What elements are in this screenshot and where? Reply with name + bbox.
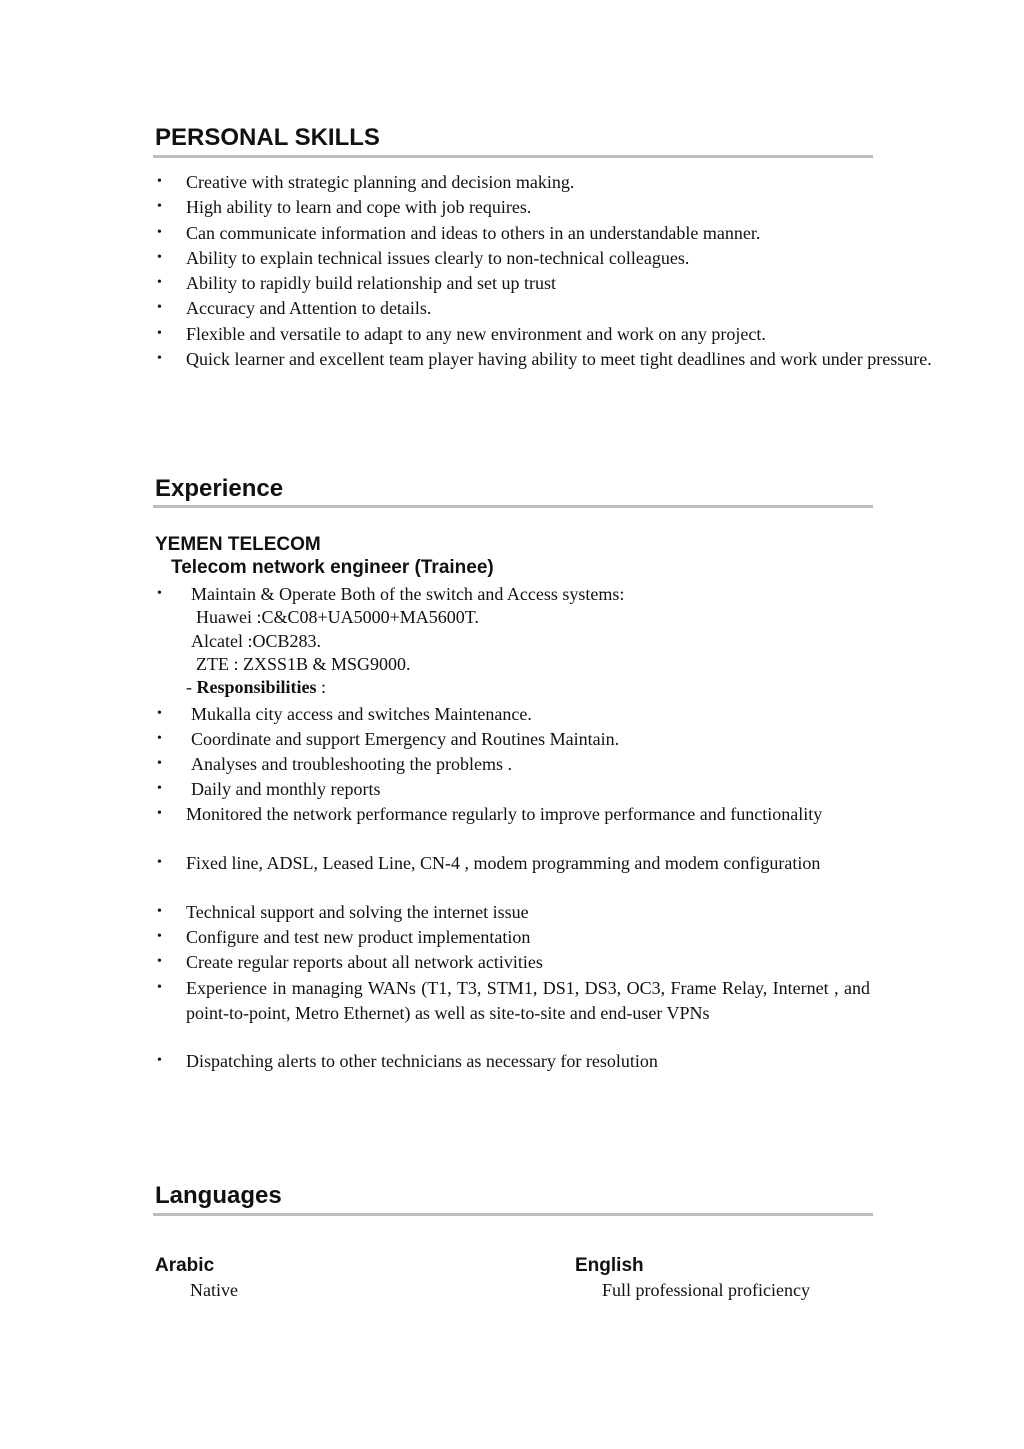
bullet-icon: • [157,586,162,601]
system-huawei: Huawei :C&C08+UA5000+MA5600T. [196,607,479,627]
bullet-icon: • [157,954,162,969]
languages-divider [153,1213,873,1216]
bullet-icon: • [157,174,162,189]
list-item: • Can communicate information and ideas to others in an understandable manner. [186,221,986,246]
bullet-icon: • [157,1053,162,1068]
list-item: • High ability to learn and cope with job requires. [186,195,986,220]
list-item: • Quick learner and excellent team player having ability to meet tight deadlines and work under pressure. [186,347,979,372]
language-name: English [575,1255,644,1276]
language-level: Native [190,1280,238,1300]
personal-skills-heading: PERSONAL SKILLS [155,124,380,151]
experience-divider [153,505,873,508]
list-item: • Flexible and versatile to adapt to any new environment and work on any project. [186,322,986,347]
list-item: • Coordinate and support Emergency and Routines Maintain. [191,727,871,752]
responsibilities-label: - Responsibilities : [186,677,327,697]
system-alcatel: Alcatel :OCB283. [191,631,321,651]
bullet-icon: • [157,300,162,315]
bullet-icon: • [157,199,162,214]
list-item: • Technical support and solving the internet issue [186,900,870,925]
list-item: • Mukalla city access and switches Maintenance. [191,702,871,727]
list-item: • Configure and test new product implementation [186,925,870,950]
experience-heading: Experience [155,475,284,502]
personal-skills-divider [153,155,873,158]
bullet-icon: • [157,351,162,366]
bullet-icon: • [157,929,162,944]
bullet-icon: • [157,250,162,265]
languages-heading: Languages [155,1182,282,1209]
list-item: • Dispatching alerts to other technicians as necessary for resolution [186,1049,870,1074]
company-name: YEMEN TELECOM [155,534,321,555]
list-item: • Create regular reports about all network activities [186,950,870,975]
list-item: • Creative with strategic planning and decision making. [186,170,986,195]
list-item: • Ability to explain technical issues clearly to non-technical colleagues. [186,246,986,271]
list-item: • Accuracy and Attention to details. [186,296,986,321]
bullet-icon: • [157,706,162,721]
list-item: • Monitored the network performance regularly to improve performance and functionality [186,802,870,827]
bullet-icon: • [157,225,162,240]
bullet-icon: • [157,904,162,919]
list-item: • Experience in managing WANs (T1, T3, STM1, DS1, DS3, OC3, Frame Relay, Internet , and point-to-point, Metro Ethernet) as well as site-to-site and end-user VPNs [157,978,870,1023]
language-name: Arabic [155,1255,215,1276]
bullet-icon: • [157,781,162,796]
language-level: Full professional proficiency [602,1280,810,1300]
system-zte: ZTE : ZXSS1B & MSG9000. [196,654,411,674]
job-title: Telecom network engineer (Trainee) [171,557,494,578]
bullet-icon: • [157,980,162,995]
list-item: • Daily and monthly reports [191,777,871,802]
bullet-icon: • [157,806,162,821]
bullet-icon: • [157,731,162,746]
list-item: • Maintain & Operate Both of the switch and Access systems: [191,582,871,607]
list-item: • Ability to rapidly build relationship and set up trust [186,271,986,296]
list-item: • Analyses and troubleshooting the problems . [191,752,871,777]
bullet-icon: • [157,326,162,341]
list-item: • Fixed line, ADSL, Leased Line, CN-4 , modem programming and modem configuration [186,851,870,876]
bullet-icon: • [157,855,162,870]
bullet-icon: • [157,756,162,771]
bullet-icon: • [157,275,162,290]
